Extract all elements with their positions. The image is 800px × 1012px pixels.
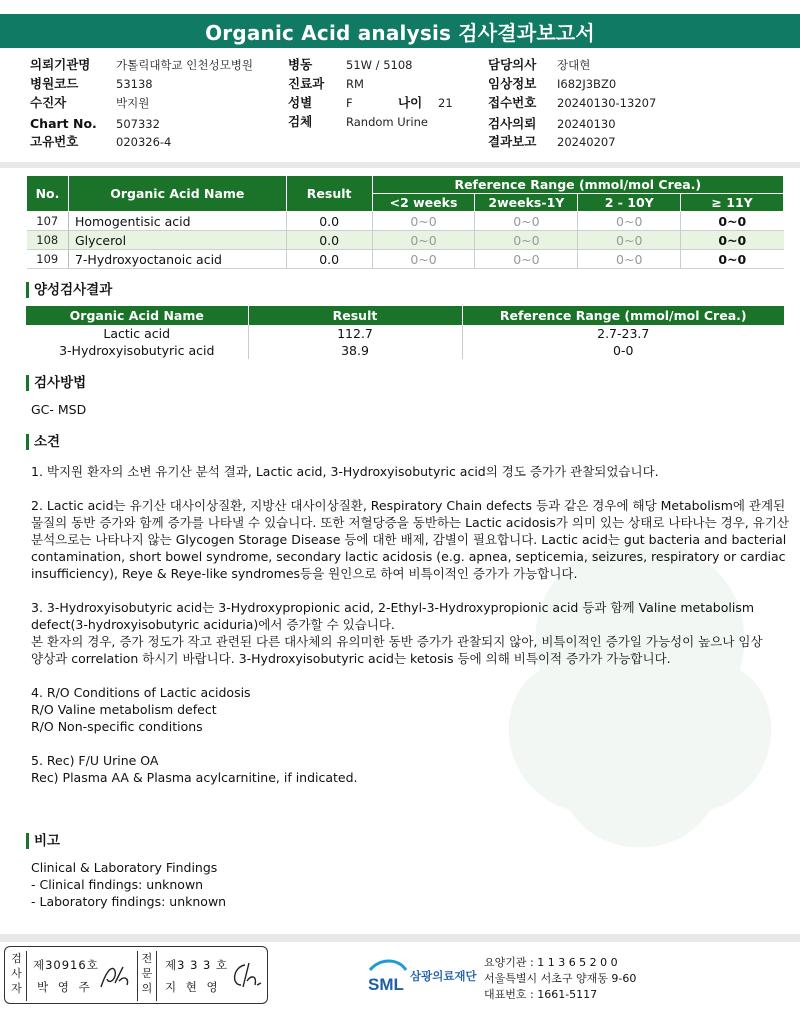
row-result: 112.7: [248, 325, 462, 342]
finding-2: [31, 497, 791, 582]
info-label: 고유번호: [30, 134, 79, 149]
info-label: 결과보고: [488, 134, 537, 149]
info-label: 성별: [288, 95, 313, 110]
finding-3: [31, 599, 791, 667]
header-age-range: <2 weeks: [372, 194, 475, 212]
tester-name: 박 영 주: [37, 980, 93, 994]
row-range: 2.7-23.7: [597, 326, 650, 341]
info-label: 수진자: [30, 95, 67, 110]
info-value: 20240130-13207: [557, 96, 657, 110]
stamp-label-specialist: 전문의: [137, 951, 157, 1001]
header-age-range: ≥ 11Y: [681, 194, 784, 212]
table-row: [27, 212, 784, 231]
finding-line: contamination, short bowel syndrome, secondary lactic acidosis (e.g. apnea, septicemia, seizures, respiratory or cardiac: [31, 549, 786, 564]
remark-line: Clinical & Laboratory Findings: [31, 860, 218, 875]
org-info: [484, 955, 636, 1003]
finding-line: 4. R/O Conditions of Lactic acidosis: [31, 685, 251, 700]
finding-line: R/O Non-specific conditions: [31, 719, 203, 734]
info-value: 51W / 5108: [346, 58, 413, 72]
finding-line: 5. Rec) F/U Urine OA: [31, 753, 159, 768]
row-range: 0~0: [372, 231, 475, 250]
header-name: Organic Acid Name: [26, 306, 248, 325]
table-row: [26, 325, 784, 342]
info-value: I682J3BZ0: [557, 77, 617, 91]
info-value: 020326-4: [116, 135, 172, 149]
divider: [0, 162, 800, 168]
finding-line: 3. 3-Hydroxyisobutyric acid는 3-Hydroxypropionic acid, 2-Ethyl-3-Hydroxypropionic acid 등과 함께 Valine metabolism: [31, 600, 755, 615]
finding-line: 본 환자의 경우, 증가 정도가 작고 관련된 다른 대사체의 유의미한 동반 증가가 관찰되지 않아, 비특이적인 증가일 가능성이 높으나 임상: [31, 634, 763, 649]
row-no: 107: [27, 212, 69, 231]
info-value: 장대현: [557, 58, 591, 72]
info-label: 접수번호: [488, 95, 537, 110]
finding-line: insufficiency), Reye & Reye-like syndromes등을 원인으로 하여 비특이적인 증가가 가능합니다.: [31, 566, 578, 581]
row-result: 0.0: [286, 231, 372, 250]
sml-logo-text: SML: [368, 975, 404, 994]
row-name: 3-Hydroxyisobutyric acid: [26, 342, 248, 359]
row-range: 0~0: [681, 231, 784, 250]
org-phone: 대표번호 : 1661-5117: [484, 988, 598, 1001]
info-label: 병원코드: [30, 76, 79, 91]
row-name: 7-Hydroxyoctanoic acid: [68, 250, 286, 269]
remark-line: - Laboratory findings: unknown: [31, 894, 227, 909]
org-address: 서울특별시 서초구 양재동 9-60: [484, 972, 637, 985]
row-range: 0-0: [613, 343, 634, 358]
row-range: 0~0: [681, 212, 784, 231]
finding-line: 물질의 동반 증가와 함께 증가를 나타낼 수 있습니다. 또한 저혈당증을 동반하는 Lactic acidosis가 의미 있는 상태로 나타나는 경우, 유기산: [31, 515, 789, 530]
age-label: 나이: [398, 95, 423, 110]
info-value: 박지원: [116, 96, 150, 110]
remarks-text: [31, 859, 226, 910]
header-name: Organic Acid Name: [68, 176, 286, 212]
tester-license-no: 제30916호: [33, 958, 99, 972]
row-no: 109: [27, 250, 69, 269]
age-value: 21: [438, 96, 453, 110]
info-label: 검사의뢰: [488, 116, 537, 131]
info-value: RM: [346, 77, 364, 91]
specialist-license-no: 제3 3 3 호: [165, 958, 229, 972]
info-label: Chart No.: [30, 116, 97, 131]
row-result: 0.0: [286, 212, 372, 231]
header-result: Result: [248, 306, 462, 325]
finding-line: Rec) Plasma AA & Plasma acylcarnitine, if indicated.: [31, 770, 358, 785]
finding-line: 양상과 correlation 하시기 바랍니다. 3-Hydroxyisobutyric acid는 ketosis 등에 의해 비특이적 증가가 가능합니다.: [31, 651, 671, 666]
section-findings-title: 소견: [26, 433, 60, 451]
row-range: 0~0: [372, 250, 475, 269]
row-range: 0~0: [578, 250, 681, 269]
info-label: 진료과: [288, 76, 325, 91]
info-value: 53138: [116, 77, 153, 91]
remark-line: - Clinical findings: unknown: [31, 877, 204, 892]
info-value: 507332: [116, 117, 160, 131]
finding-5: [31, 752, 791, 786]
row-range: 0~0: [578, 212, 681, 231]
report-title: Organic Acid analysis 검사결과보고서: [0, 14, 800, 48]
table-row: [27, 250, 784, 269]
findings-text: [31, 463, 791, 803]
row-range: 0~0: [475, 231, 578, 250]
info-value: Random Urine: [346, 115, 428, 129]
specialist-name: 지 현 영: [165, 980, 221, 994]
divider: [0, 934, 800, 942]
row-name: Glycerol: [68, 231, 286, 250]
specialist-signature-icon: [227, 959, 263, 993]
row-range: 0~0: [475, 212, 578, 231]
row-no: 108: [27, 231, 69, 250]
org-name: 삼광의료재단: [410, 969, 477, 983]
info-value: 20240207: [557, 135, 616, 149]
signature-stamp: [4, 946, 268, 1004]
stamp-label-tester: 검사자: [7, 951, 27, 1001]
header-reference: Reference Range (mmol/mol Crea.): [462, 306, 784, 325]
header-result: Result: [286, 176, 372, 212]
header-age-range: 2weeks-1Y: [475, 194, 578, 212]
info-value: F: [346, 96, 353, 110]
table-row: [27, 231, 784, 250]
positive-results-table: [26, 306, 784, 359]
header-reference: Reference Range (mmol/mol Crea.): [372, 176, 783, 194]
method-value: GC- MSD: [31, 402, 87, 417]
org-code: 요양기관 : 1 1 3 6 5 2 0 0: [484, 956, 618, 969]
info-value: 20240130: [557, 117, 616, 131]
section-remarks-title: 비고: [26, 832, 60, 850]
header-no: No.: [27, 176, 69, 212]
info-label: 검체: [288, 114, 313, 129]
section-positive-title: 양성검사결과: [26, 281, 112, 299]
section-method-title: 검사방법: [26, 374, 86, 392]
row-range: 0~0: [681, 250, 784, 269]
info-label: 담당의사: [488, 57, 537, 72]
row-result: 38.9: [248, 342, 462, 359]
row-name: Lactic acid: [26, 325, 248, 342]
row-range: 0~0: [578, 231, 681, 250]
finding-1: 1. 박지원 환자의 소변 유기산 분석 결과, Lactic acid, 3-Hydroxyisobutyric acid의 경도 증가가 관찰되었습니다.: [31, 464, 659, 479]
info-label: 병동: [288, 57, 313, 72]
organic-acid-table: [26, 175, 784, 269]
table-row: [26, 342, 784, 359]
header-age-range: 2 - 10Y: [578, 194, 681, 212]
row-range: 0~0: [475, 250, 578, 269]
info-value: 가톨릭대학교 인천성모병원: [116, 58, 253, 72]
finding-4: [31, 684, 791, 735]
tester-signature-icon: [97, 961, 133, 993]
finding-line: defect(3-hydroxyisobutyric aciduria)에서 증가할 수 있습니다.: [31, 617, 395, 632]
row-range: 0~0: [372, 212, 475, 231]
info-label: 임상정보: [488, 76, 537, 91]
info-label: 의뢰기관명: [30, 57, 91, 72]
row-result: 0.0: [286, 250, 372, 269]
finding-line: 분석으로는 나타나지 않는 Glycogen Storage Disease 등에 대한 배제, 감별이 필요합니다. Lactic acid는 gut bacteria and bacterial: [31, 532, 787, 547]
sml-logo-icon: [366, 956, 410, 996]
finding-line: 2. Lactic acid는 유기산 대사이상질환, 지방산 대사이상질환, Respiratory Chain defects 등과 같은 경우에 해당 Metabolism에 관계된: [31, 498, 786, 513]
row-name: Homogentisic acid: [68, 212, 286, 231]
finding-line: R/O Valine metabolism defect: [31, 702, 217, 717]
